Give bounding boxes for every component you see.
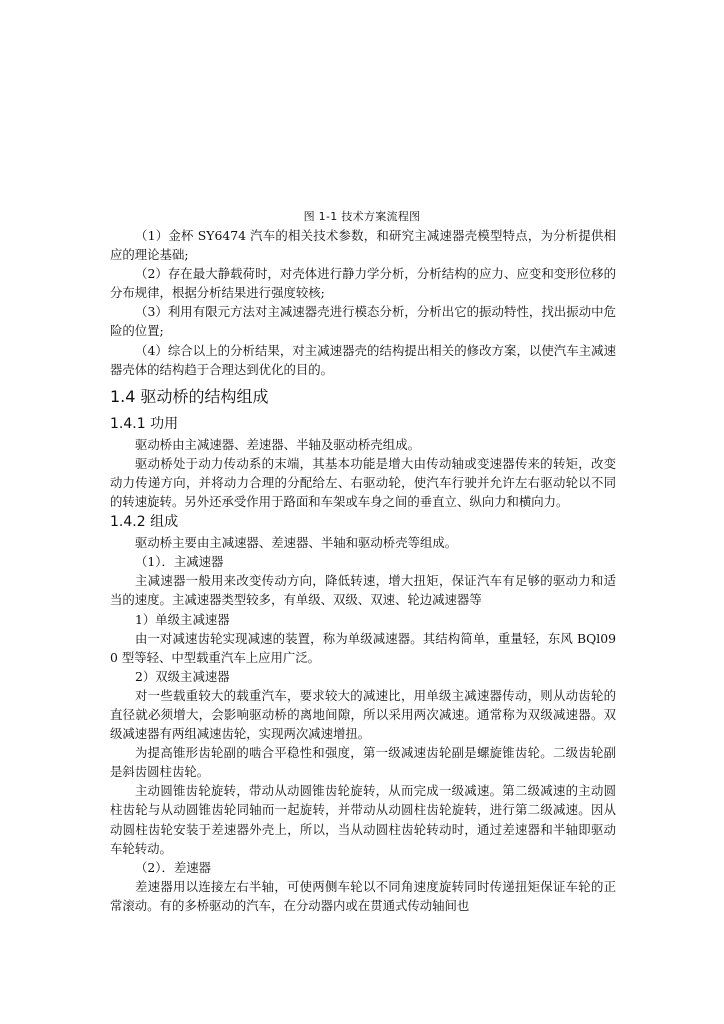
subsection-heading-1-4-2: 1.4.2 组成 (110, 514, 179, 531)
section-heading-1-4: 1.4 驱动桥的结构组成 (110, 386, 269, 406)
paragraph: 主减速器一般用来改变传动方向，降低转速，增大扭矩，保证汽车有足够的驱动力和适当的速度。主减速器类型较多，有单级、双级、双速、轮边减速器等 (110, 573, 616, 608)
subsection-heading-1-4-1: 1.4.1 功用 (110, 415, 179, 432)
figure-caption: 图 1-1 技术方案流程图 (303, 210, 421, 223)
intro-item-3: （3）利用有限元方法对主减速器壳进行模态分析，分析出它的振动特性，找出振动中危险的位置; (110, 304, 616, 339)
paragraph: 驱动桥处于动力传动系的末端，其基本功能是增大由传动轴或变速器传来的转矩，改变动力传递方向，并将动力合理的分配给左、右驱动轮，使汽车行驶并允许左右驱动轮以不同的转速旋转。另外还承受作用于路面和车架或车身之间的垂直立、纵向力和横向力。 (110, 455, 616, 510)
paragraph: 主动圆锥齿轮旋转，带动从动圆锥齿轮旋转，从而完成一级减速。第二级减速的主动圆柱齿轮与从动圆锥齿轮同轴而一起旋转，并带动从动圆柱齿轮旋转，进行第二级减速。因从动圆柱齿轮安装于差速器外壳上，所以，当从动圆柱齿轮转动时，通过差速器和半轴即驱动车轮转动。 (110, 783, 616, 856)
paragraph: 为提高锥形齿轮副的啮合平稳性和强度，第一级减速齿轮副是螺旋锥齿轮。二级齿轮副是斜齿圆柱齿轮。 (110, 745, 616, 780)
paragraph: 差速器用以连接左右半轴，可使两侧车轮以不同角速度旋转同时传递扭矩保证车轮的正常滚动。有的多桥驱动的汽车，在分动器内或在贯通式传动轴间也 (110, 878, 616, 913)
item-heading-main-reducer: （1）．主减速器 (135, 554, 224, 570)
paragraph: 驱动桥由主减速器、差速器、半轴及驱动桥壳组成。 (135, 436, 420, 452)
intro-item-1: （1）金杯 SY6474 汽车的相关技术参数，和研究主减速器壳模型特点，为分析提供相应的理论基础; (110, 228, 616, 263)
paragraph: 对一些载重较大的载重汽车，要求较大的减速比，用单级主减速器传动，则从动齿轮的直径就必须增大，会影响驱动桥的离地间隙，所以采用两次减速。通常称为双级减速器。双级减速器有两组减速齿轮，实现两次减速增扭。 (110, 687, 616, 742)
document-body (110, 226, 616, 915)
item-heading-double-stage: 2）双级主减速器 (135, 668, 230, 684)
intro-item-2: （2）存在最大静载荷时，对壳体进行静力学分析，分析结构的应力、应变和变形位移的分布规律，根据分析结果进行强度较核; (110, 266, 616, 301)
intro-item-4: （4）综合以上的分析结果，对主减速器壳的结构提出相关的修改方案，以使汽车主减速器壳体的结构趋于合理达到优化的目的。 (110, 342, 616, 377)
paragraph: 驱动桥主要由主减速器、差速器、半轴和驱动桥壳等组成。 (135, 535, 458, 551)
paragraph: 由一对减速齿轮实现减速的装置，称为单级减速器。其结构简单，重量轻，东风 BQl090 型等轻、中型载重汽车上应用广泛。 (110, 630, 616, 665)
item-heading-differential: （2）．差速器 (135, 859, 212, 875)
item-heading-single-stage: 1）单级主减速器 (135, 611, 230, 627)
